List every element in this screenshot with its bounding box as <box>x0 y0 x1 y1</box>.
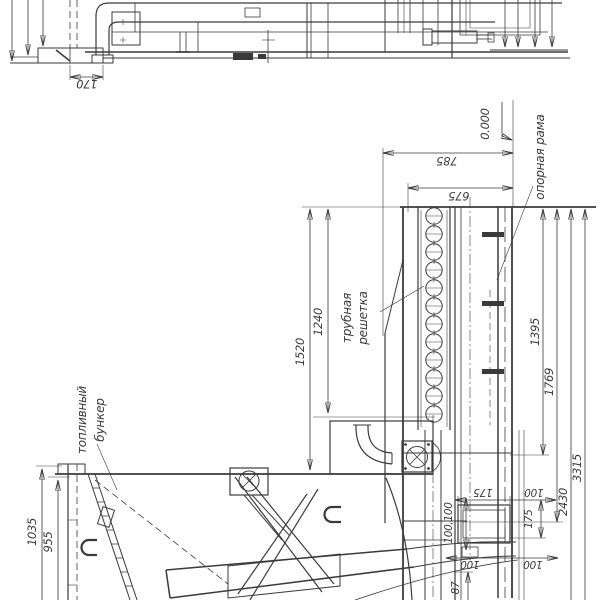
dim-1035: 1035 <box>25 517 39 547</box>
staple-symbol <box>82 540 97 555</box>
tube-grid-label-2: решетка <box>356 291 370 345</box>
dim-175-right: 175 <box>523 509 535 529</box>
dim-100-bottom-right: 100 <box>523 558 543 570</box>
fuel-bunker-label-2: бункер <box>93 398 107 442</box>
tube-grid <box>426 208 442 422</box>
leader-line <box>97 444 117 490</box>
grate-hatch <box>228 554 340 598</box>
firebox-front-curve <box>386 478 412 600</box>
dim-3315: 3315 <box>570 453 584 483</box>
bunker-view <box>25 386 518 600</box>
ladder <box>88 474 130 600</box>
dim-2430: 2430 <box>556 487 570 517</box>
dim-955: 955 <box>41 531 55 553</box>
dim-1520: 1520 <box>293 337 307 367</box>
dim-1240: 1240 <box>311 307 325 337</box>
main-view <box>293 148 596 600</box>
fuel-bunker-label-1: топливный <box>75 385 89 455</box>
actuator-cylinder <box>432 31 477 43</box>
elbow-duct <box>356 425 392 464</box>
top-view <box>10 0 570 91</box>
dim-785: 785 <box>436 154 458 168</box>
dim-170: 170 <box>76 77 98 91</box>
dim-87: 87 <box>450 581 462 595</box>
elevation-zero-label: 0.000 <box>478 108 492 140</box>
pipe-elbow <box>96 3 562 55</box>
dim-175-top: 175 <box>473 486 493 498</box>
dim-1769: 1769 <box>542 367 556 397</box>
dim-100-100: 100,100 <box>443 502 455 544</box>
tube-grid-label-1: трубная <box>340 292 354 344</box>
dim-100-top: 100 <box>524 486 544 498</box>
support-frame-label: опорная рама <box>533 114 547 200</box>
dim-675: 675 <box>448 189 470 203</box>
dim-1395: 1395 <box>528 317 542 347</box>
actuator-flange <box>423 29 432 45</box>
staple-symbol <box>325 507 341 522</box>
dim-100-bottom-left: 100 <box>460 558 480 570</box>
